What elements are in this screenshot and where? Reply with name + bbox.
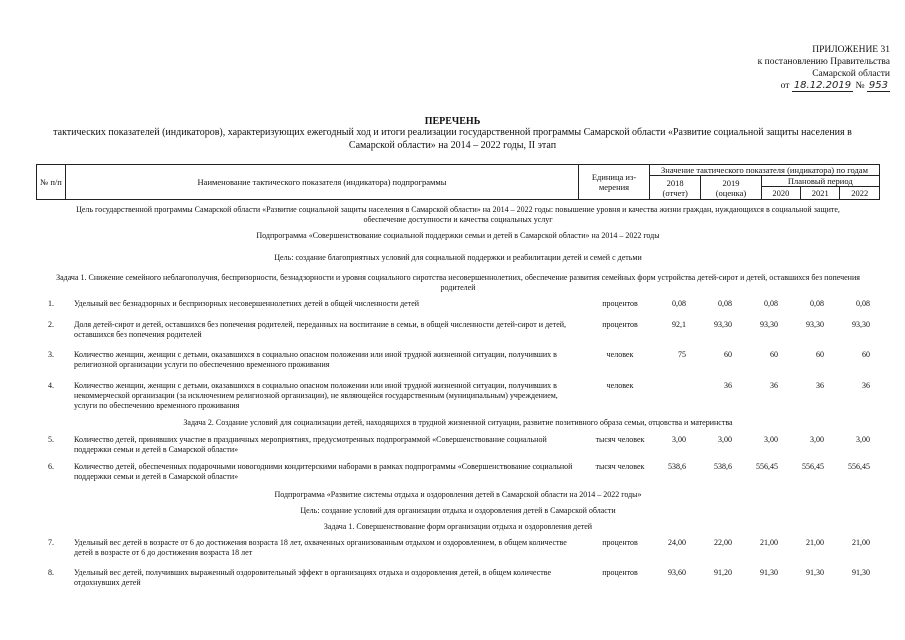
date-prefix: от (780, 81, 790, 91)
row-6-2020: 556,45 (756, 462, 778, 471)
row-4-2022: 36 (862, 381, 870, 390)
row-8-2022: 91,30 (852, 568, 870, 577)
document-title: ПЕРЕЧЕНЬ (424, 116, 481, 127)
row-2-2018: 92,1 (672, 320, 686, 329)
row-6-unit: тысяч человек (595, 462, 645, 471)
row-1-name: Удельный вес безнадзорных и беспризорных несовершеннолетних детей в общей численности детей (74, 299, 420, 308)
header-2019-year: 2019 (722, 177, 740, 188)
row-1-2020: 0,08 (764, 299, 778, 308)
row-1-2018: 0,08 (672, 299, 686, 308)
row-3-name: Количество женщин, женщин с детьми, оказавшихся в социально опасном положении или иной трудной жизненной ситуации, получивших в религиозной организации услуги по обеспечению временного проживания (74, 350, 557, 369)
row-4-unit: человек (606, 381, 634, 390)
subprogram-1-task-2: Задача 2. Создание условий для социализации детей, находящихся в трудной жизненной ситуации, развитие позитивного образа семьи, отцовства и материнства (183, 418, 733, 427)
row-2-name: Доля детей-сирот и детей, оставшихся без попечения родителей, переданных на воспитание в семьи, в общей численности детей-сирот и детей, оставшихся без попечения родителей (74, 320, 567, 339)
row-1-2022: 0,08 (856, 299, 870, 308)
subprogram-2-goal: Цель: создание условий для организации отдыха и оздоровления детей в Самарской области (300, 506, 616, 515)
row-6-2021: 556,45 (802, 462, 824, 471)
row-4-2020: 36 (770, 381, 778, 390)
row-4-2019: 36 (724, 381, 732, 390)
row-3-2019: 60 (724, 350, 732, 359)
subprogram-1-goal: Цель: создание благоприятных условий для социальной поддержки и реабилитации детей и семей с детьми (274, 253, 642, 262)
header-2019-note: (оценка) (715, 187, 747, 198)
appendix-block (560, 44, 890, 92)
row-3-2018: 75 (678, 350, 686, 359)
row-7-2020: 21,00 (760, 538, 778, 547)
row-7-2018: 24,00 (668, 538, 686, 547)
row-7-2022: 21,00 (852, 538, 870, 547)
row-8-2020: 91,30 (760, 568, 778, 577)
subprogram-2: Подпрограмма «Развитие системы отдыха и оздоровления детей в Самарской области на 2014 – 2022 годы» (274, 490, 642, 499)
row-8-unit: процентов (602, 568, 638, 577)
header-planned: Плановый период (761, 176, 879, 187)
row-7-unit: процентов (602, 538, 638, 547)
row-1-num: 1. (48, 299, 54, 308)
header-2019 (701, 176, 761, 200)
row-1-unit: процентов (602, 299, 638, 308)
row-3-num: 3. (48, 350, 54, 359)
row-3-2020: 60 (770, 350, 778, 359)
row-8-2019: 91,20 (714, 568, 732, 577)
program-goal: Цель государственной программы Самарской области «Развитие социальной защиты населения в Самарской области» на 2014 – 2022 годы: повышение уровня и качества жизни граждан, нуждающихся в социальной защите, обеспечение доступности и качества социальных услуг (76, 205, 840, 224)
row-4-2021: 36 (816, 381, 824, 390)
row-1-2019: 0,08 (718, 299, 732, 308)
appendix-decree: к постановлению Правительства (757, 57, 890, 67)
row-3-2021: 60 (816, 350, 824, 359)
row-6-num: 6. (48, 462, 54, 471)
row-8-2021: 91,30 (806, 568, 824, 577)
row-4-name: Количество женщин, женщин с детьми, оказавшихся в социально опасном положении или иной трудной жизненной ситуации, получивших в некоммерческой организации (за исключением религиозной организации), не являющейся государственным (муниципальным) учреждением, услуги по обеспечению временного проживания (74, 381, 558, 410)
appendix-date-line (560, 80, 890, 92)
handwritten-number: 953 (868, 80, 888, 91)
row-2-2021: 93,30 (806, 320, 824, 329)
row-6-2019: 538,6 (714, 462, 732, 471)
row-7-num: 7. (48, 538, 54, 547)
row-3-2022: 60 (862, 350, 870, 359)
header-values-group: Значение тактического показателя (индикатора) по годам (650, 165, 880, 176)
row-6-name: Количество детей, обеспеченных подарочными новогодними кондитерскими наборами в рамках подпрограммы «Совершенствование социальной поддержки семьи и детей в Самарской области» (74, 462, 573, 481)
header-name: Наименование тактического показателя (индикатора) подпрограммы (66, 165, 579, 200)
header-2020: 2020 (761, 187, 800, 200)
row-1-2021: 0,08 (810, 299, 824, 308)
row-5-num: 5. (48, 435, 54, 444)
header-2018-year: 2018 (666, 177, 684, 188)
header-num: № п/п (37, 165, 66, 200)
row-2-num: 2. (48, 320, 54, 329)
subprogram-1: Подпрограмма «Совершенствование социальной поддержки семьи и детей в Самарской области» на 2014 – 2022 годы (256, 231, 660, 240)
row-4-num: 4. (48, 381, 54, 390)
header-2018-note: (отчет) (662, 187, 688, 198)
subprogram-1-task-1: Задача 1. Снижение семейного неблагополучия, беспризорности, безнадзорности и уровня социального сиротства несовершеннолетних, обеспечение развития семейных форм устройства детей-сирот и детей, оставшихся без попечения родителей (56, 273, 860, 292)
row-6-2022: 556,45 (848, 462, 870, 471)
table-header (36, 164, 880, 200)
handwritten-date: 18.12.2019 (793, 80, 852, 91)
row-5-2018: 3,00 (672, 435, 686, 444)
appendix-label: ПРИЛОЖЕНИЕ 31 (812, 45, 890, 55)
row-5-2019: 3,00 (718, 435, 732, 444)
number-label: № (855, 81, 865, 91)
header-2018 (650, 176, 701, 200)
appendix-region: Самарской области (812, 69, 890, 79)
row-2-2019: 93,30 (714, 320, 732, 329)
row-7-2019: 22,00 (714, 538, 732, 547)
row-8-num: 8. (48, 568, 54, 577)
row-2-unit: процентов (602, 320, 638, 329)
row-3-unit: человек (606, 350, 634, 359)
row-2-2020: 93,30 (760, 320, 778, 329)
row-5-2021: 3,00 (810, 435, 824, 444)
subprogram-2-task-1: Задача 1. Совершенствование форм организации отдыха и оздоровления детей (323, 522, 593, 531)
header-2021: 2021 (801, 187, 840, 200)
header-2022: 2022 (840, 187, 880, 200)
row-5-unit: тысяч человек (595, 435, 645, 444)
row-8-name: Удельный вес детей, получивших выраженный оздоровительный эффект в организациях отдыха и оздоровления детей, в общем количестве отдохнувших детей (74, 568, 552, 587)
row-5-2020: 3,00 (764, 435, 778, 444)
row-2-2022: 93,30 (852, 320, 870, 329)
row-8-2018: 93,60 (668, 568, 686, 577)
row-5-2022: 3,00 (856, 435, 870, 444)
header-unit: Единица из-мерения (579, 165, 650, 200)
row-5-name: Количество детей, принявших участие в праздничных мероприятиях, предусмотренных подпрограммой «Совершенствование социальной поддержки семьи и детей в Самарской области» (74, 435, 547, 454)
row-6-2018: 538,6 (668, 462, 686, 471)
document-subtitle: тактических показателей (индикаторов), характеризующих ежегодный ход и итоги реализации государственной программы Самарской области «Развитие социальной защиты населения в Самарской области» на 2014 – 2022 годы, II этап (53, 127, 852, 151)
row-7-2021: 21,00 (806, 538, 824, 547)
row-7-name: Удельный вес детей в возрасте от 6 до достижения возраста 18 лет, охваченных организованным отдыхом и оздоровлением, в общем количестве детей в возрасте от 6 до достижения возраста 18 лет (74, 538, 567, 557)
